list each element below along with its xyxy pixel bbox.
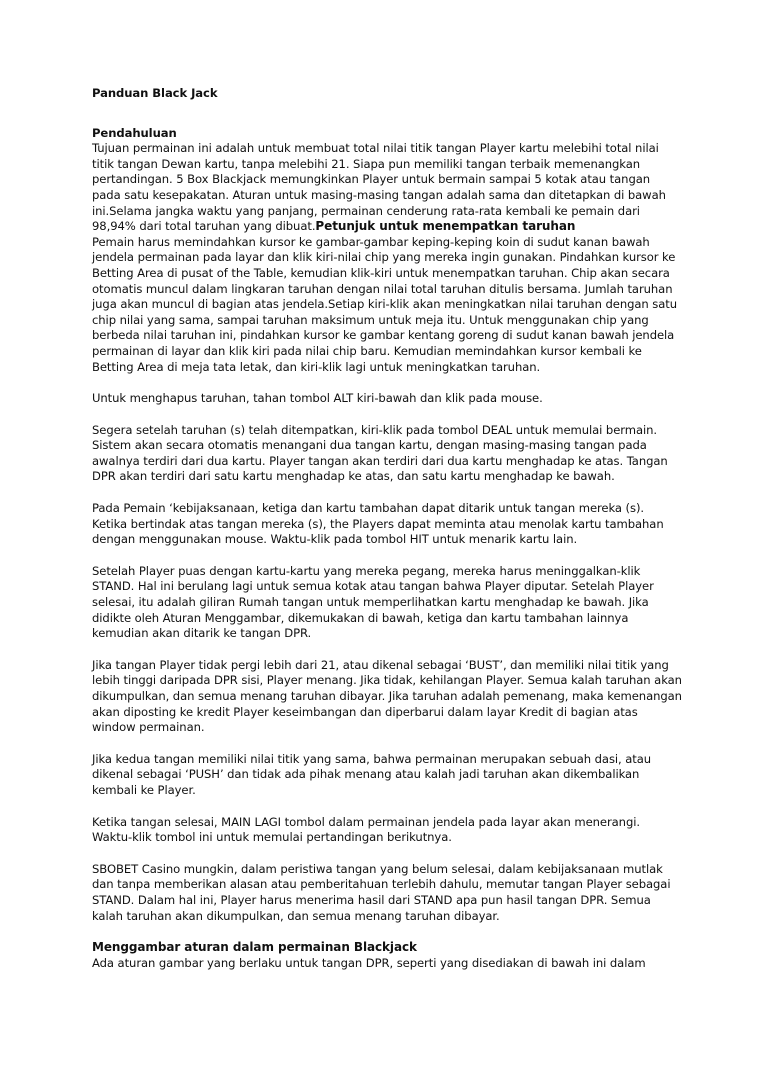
paragraph-bust: Jika tangan Player tidak pergi lebih dari 21, atau dikenal sebagai ‘BUST’, dan memiliki nilai titik yang lebih tinggi daripada DPR sisi, Player menang. Jika tidak, kehilangan Player. Semua kalah taruhan akan dikumpulkan, dan semua menang taruhan dibayar. Jika taruhan adalah pemenang, maka kemenangan akan diposting ke kredit Player keseimbangan dan diperbarui dalam layar Kredit di bagian atas window permainan. — [92, 657, 682, 735]
document-title: Panduan Black Jack — [92, 86, 218, 100]
paragraph-deal: Segera setelah taruhan (s) telah ditempatkan, kiri-klik pada tombol DEAL untuk memulai bermain. Sistem akan secara otomatis menangani dua tangan kartu, dengan masing-masing tangan pada awalnya terdiri dari dua kartu. Player tangan akan terdiri dari dua kartu menghadap ke atas. Tangan DPR akan terdiri dari satu kartu menghadap ke atas, dan satu kartu menghadap ke bawah. — [92, 422, 668, 484]
intro-heading: Pendahuluan — [92, 125, 177, 140]
betting-paragraph: Pemain harus memindahkan kursor ke gambar-gambar keping-keping koin di sudut kanan bawah jendela permainan pada layar dan klik kiri-nilai chip yang mereka ingin gunakan. Pindahkan kursor ke Betting Area di pusat of the Table, kemudian klik-kiri untuk menempatkan taruhan. Chip akan secara otomatis muncul dalam lingkaran taruhan dengan nilai total taruhan ditulis bersama. Jumlah taruhan juga akan muncul di bagian atas jendela.Setiap kiri-klik akan meningkatkan nilai taruhan dengan satu chip nilai yang sama, sampai taruhan maksimum untuk meja itu. Untuk menggunakan chip yang berbeda nilai taruhan ini, pindahkan kursor ke gambar kentang goreng di sudut kanan bawah jendela permainan di layar dan klik kiri pada nilai chip baru. Kemudian memindahkan kursor kembali ke Betting Area di meja tata letak, dan kiri-klik lagi untuk meningkatkan taruhan. — [92, 234, 677, 374]
paragraph-sbobet: SBOBET Casino mungkin, dalam peristiwa tangan yang belum selesai, dalam kebijaksanaan mutlak dan tanpa memberikan alasan atau pemberitahuan terlebih dahulu, memutar tangan Player sebagai STAND. Dalam hal ini, Player harus menerima hasil dari STAND apa pun hasil tangan DPR. Semua kalah taruhan akan dikumpulkan, dan semua menang taruhan dibayar. — [92, 861, 671, 923]
intro-text: Tujuan permainan ini adalah untuk membuat total nilai titik tangan Player kartu melebihi total nilai titik tangan Dewan kartu, tanpa melebihi 21. Siapa pun memiliki tangan terbaik memenangkan pertandingan. 5 Box Blackjack memungkinkan Player untuk bermain sampai 5 kotak atau tangan pada satu kesepakatan. Aturan untuk masing-masing tangan adalah sama dan ditetapkan di bawah ini.Selama jangka waktu yang panjang, permainan cenderung rata-rata kembali ke pemain dari 98,94% dari total taruhan yang dibuat. — [92, 141, 666, 234]
drawing-rules-text: Ada aturan gambar yang berlaku untuk tangan DPR, seperti yang disediakan di bawah ini dalam — [92, 955, 646, 970]
paragraph-hit: Pada Pemain ‘kebijaksanaan, ketiga dan kartu tambahan dapat ditarik untuk tangan mereka (s). Ketika bertindak atas tangan mereka (s), the Players dapat meminta atau menolak kartu tambahan dengan menggunakan mouse. Waktu-klik pada tombol HIT untuk menarik kartu lain. — [92, 501, 664, 547]
paragraph-play-again: Ketika tangan selesai, MAIN LAGI tombol dalam permainan jendela pada layar akan menerangi. Waktu-klik tombol ini untuk memulai pertandingan berikutnya. — [92, 814, 640, 845]
drawing-rules-heading: Menggambar aturan dalam permainan Blackjack — [92, 940, 417, 955]
intro-paragraph — [92, 141, 682, 235]
paragraph-push: Jika kedua tangan memiliki nilai titik yang sama, bahwa permainan merupakan sebuah dasi, atau dikenal sebagai ‘PUSH’ dan tidak ada pihak menang atau kalah jadi taruhan akan dikembalikan kembali ke Player. — [92, 751, 652, 797]
paragraph-stand: Setelah Player puas dengan kartu-kartu yang mereka pegang, mereka harus meninggalkan-klik STAND. Hal ini berulang lagi untuk semua kotak atau tangan bahwa Player diputar. Setelah Player selesai, itu adalah giliran Rumah tangan untuk memperlihatkan kartu menghadap ke bawah. Jika didikte oleh Aturan Menggambar, dikemukakan di bawah, ketiga dan kartu tambahan lainnya kemudian akan ditarik ke tangan DPR. — [92, 563, 654, 641]
paragraph-remove-bet: Untuk menghapus taruhan, tahan tombol ALT kiri-bawah dan klik pada mouse. — [92, 391, 543, 406]
betting-heading: Petunjuk untuk menempatkan taruhan — [315, 219, 576, 234]
title-spacer — [92, 102, 682, 126]
document-page — [92, 86, 682, 971]
